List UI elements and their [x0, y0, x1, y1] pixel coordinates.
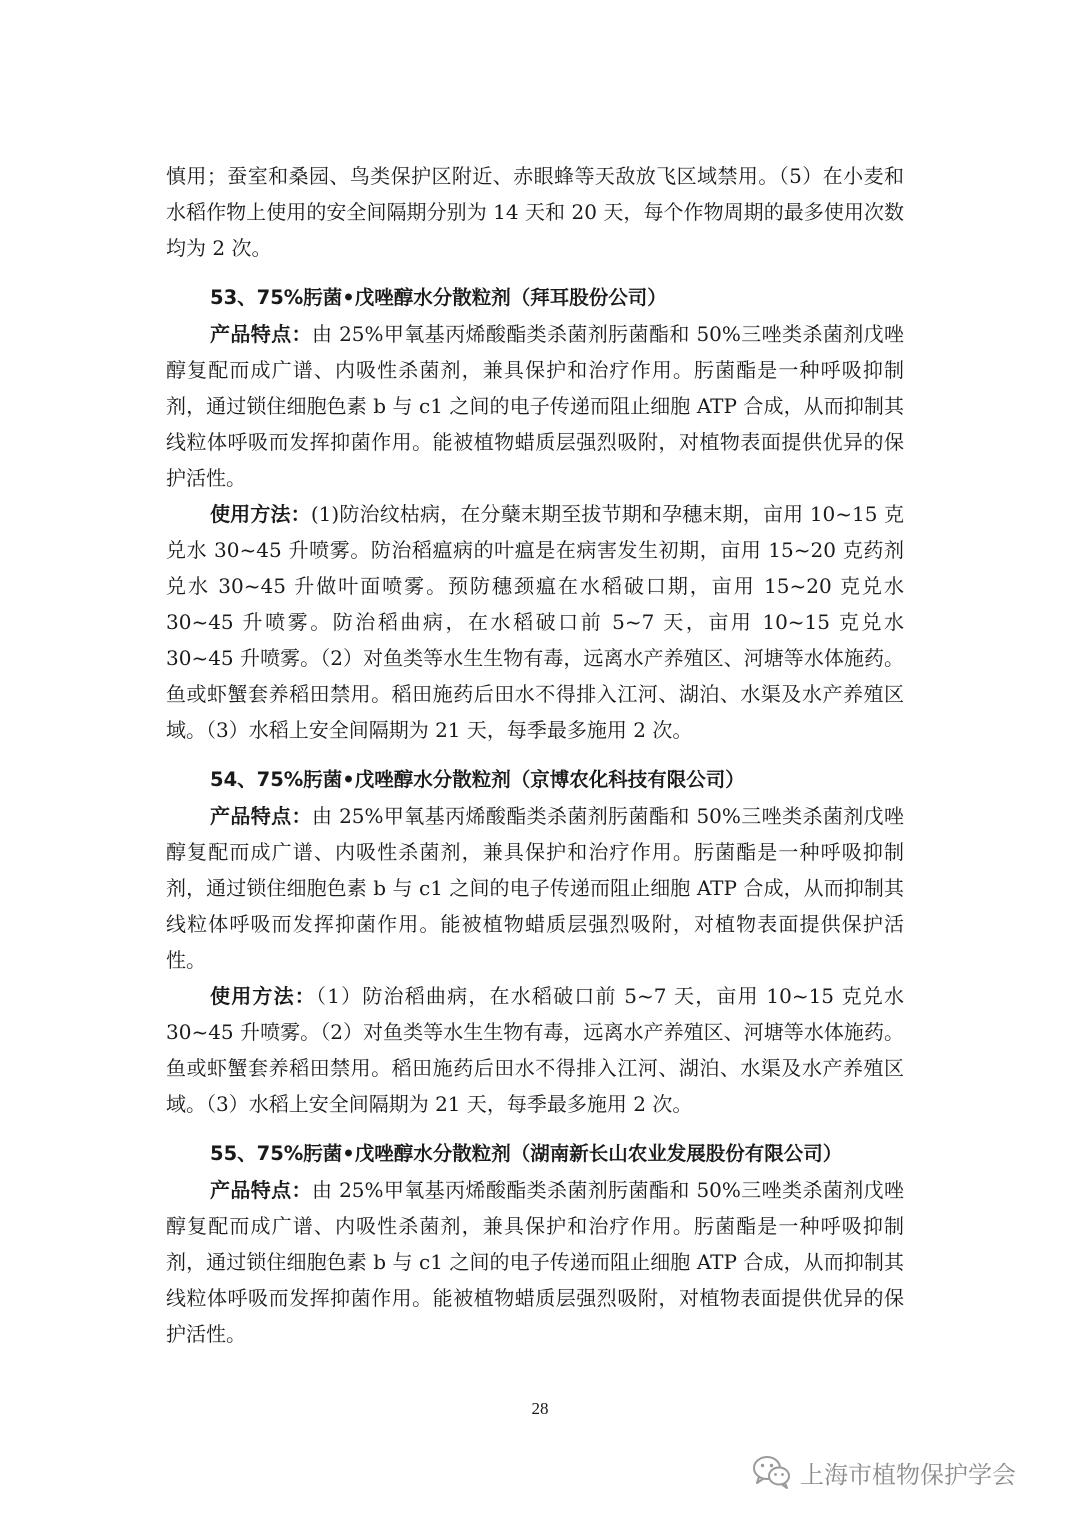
section-heading: 55、75%肟菌•戊唑醇水分散粒剂（湖南新长山农业发展股份有限公司）	[210, 1142, 843, 1165]
usage-paragraph	[166, 496, 904, 748]
document-body	[166, 158, 904, 1352]
features-paragraph	[166, 316, 904, 496]
features-label: 产品特点：	[210, 804, 312, 828]
features-text: 由 25%甲氧基丙烯酸酯类杀菌剂肟菌酯和 50%三唑类杀菌剂戊唑醇复配而成广谱、内吸性杀菌剂，兼具保护和治疗作用。肟菌酯是一种呼吸抑制剂，通过锁住细胞色素 b 与 c1 之间的电子传递而阻止细胞 ATP 合成，从而抑制其线粒体呼吸而发挥抑菌作用。能被植物蜡质层强烈吸附，对植物表面提供优异的保护活性。	[166, 1178, 904, 1346]
usage-text: （1）防治稻曲病，在水稻破口前 5~7 天，亩用 10~15 克兑水 30~45 升喷雾。（2）对鱼类等水生生物有毒，远离水产养殖区、河塘等水体施药。鱼或虾蟹套养稻田禁用。稻田施药后田水不得排入江河、湖泊、水渠及水产养殖区域。（3）水稻上安全间隔期为 21 天，每季最多施用 2 次。	[166, 984, 904, 1116]
usage-paragraph	[166, 978, 904, 1122]
wechat-icon	[752, 1454, 792, 1490]
features-label: 产品特点：	[210, 1178, 312, 1202]
watermark-text: 上海市植物保护学会	[800, 1460, 1016, 1489]
section-heading: 54、75%肟菌•戊唑醇水分散粒剂（京博农化科技有限公司）	[210, 768, 745, 791]
usage-label: 使用方法：	[210, 502, 311, 526]
features-text: 由 25%甲氧基丙烯酸酯类杀菌剂肟菌酯和 50%三唑类杀菌剂戊唑醇复配而成广谱、内吸性杀菌剂，兼具保护和治疗作用。肟菌酯是一种呼吸抑制剂，通过锁住细胞色素 b 与 c1 之间的电子传递而阻止细胞 ATP 合成，从而抑制其线粒体呼吸而发挥抑菌作用。能被植物蜡质层强烈吸附，对植物表面提供保护活性。	[166, 804, 904, 972]
intro-paragraph: 慎用；蚕室和桑园、鸟类保护区附近、赤眼蜂等天敌放飞区域禁用。（5）在小麦和水稻作物上使用的安全间隔期分别为 14 天和 20 天，每个作物周期的最多使用次数均为 2 次。	[166, 164, 904, 260]
features-paragraph	[166, 1172, 904, 1352]
section-heading: 53、75%肟菌•戊唑醇水分散粒剂（拜耳股份公司）	[210, 286, 667, 309]
usage-text: (1)防治纹枯病，在分蘖末期至拔节期和孕穗末期，亩用 10~15 克兑水 30~45 升喷雾。防治稻瘟病的叶瘟是在病害发生初期，亩用 15~20 克药剂兑水 30~45 升做叶面喷雾。预防穗颈瘟在水稻破口期，亩用 15~20 克兑水 30~45 升喷雾。防治稻曲病，在水稻破口前 5~7 天，亩用 10~15 克兑水 30~45 升喷雾。（2）对鱼类等水生生物有毒，远离水产养殖区、河塘等水体施药。鱼或虾蟹套养稻田禁用。稻田施药后田水不得排入江河、湖泊、水渠及水产养殖区域。（3）水稻上安全间隔期为 21 天，每季最多施用 2 次。	[166, 502, 905, 742]
features-text: 由 25%甲氧基丙烯酸酯类杀菌剂肟菌酯和 50%三唑类杀菌剂戊唑醇复配而成广谱、内吸性杀菌剂，兼具保护和治疗作用。肟菌酯是一种呼吸抑制剂，通过锁住细胞色素 b 与 c1 之间的电子传递而阻止细胞 ATP 合成，从而抑制其线粒体呼吸而发挥抑菌作用。能被植物蜡质层强烈吸附，对植物表面提供优异的保护活性。	[166, 322, 904, 490]
page-number: 28	[531, 1399, 549, 1418]
usage-label: 使用方法：	[210, 984, 316, 1008]
features-label: 产品特点：	[210, 322, 312, 346]
section-53	[166, 280, 904, 748]
section-54	[166, 762, 904, 1122]
features-paragraph	[166, 798, 904, 978]
section-55	[166, 1136, 904, 1352]
watermark	[752, 1452, 1016, 1492]
